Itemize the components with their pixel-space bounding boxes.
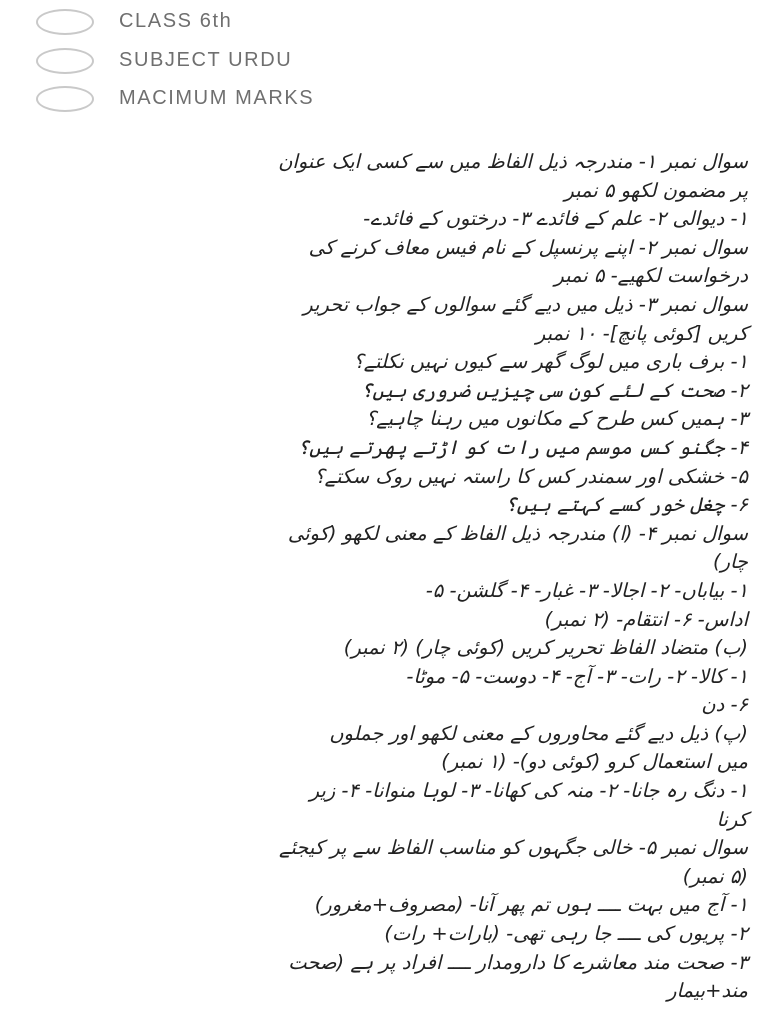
paper-line: کریں [کوئی پانچ]- ۱۰ نمبر [535,321,748,345]
class-label: CLASS 6th [119,10,233,32]
paper-line: (پ) ذیل دیے گئے محاوروں کے معنی لکھو اور جملوں [329,721,748,745]
paper-line: میں استعمال کرو (کوئی دو)- (۱ نمبر) [441,750,748,774]
paper-line: اداس- ۶- انتقام- (۲ نمبر) [544,607,748,631]
paper-line: ۲- صحت کے لئے کون سی چیزیں ضروری ہیں؟ [360,378,748,402]
max-marks-label: MACIMUM MARKS [119,87,315,109]
paper-line: ۴- جگنو کس موسم میں رات کو اڑتے پھرتے ہیں؟ [297,435,748,459]
paper-line: ۱- آج میں بہت ــــ ہوں تم پھر آنا- (مصروف+مغرور) [314,893,748,917]
paper-line: ۶- دن [701,693,748,717]
radio-circle-subject[interactable] [36,48,94,74]
subject-label: SUBJECT URDU [119,49,293,71]
paper-line: ۱- بیاباں- ۲- اجالا- ۳- غبار- ۴- گلشن- ۵- [425,578,748,602]
paper-line: ۶- چغل خور کسے کہتے ہیں؟ [505,493,748,517]
paper-line: ۱- برف باری میں لوگ گھر سے کیوں نہیں نکلتے؟ [353,350,748,374]
header-row-subject [36,46,94,76]
paper-line: مند+بیمار [667,979,748,1003]
paper-line: ۱- دنگ رہ جانا- ۲- منہ کی کھانا- ۳- لوہا منوانا- ۴- زیر [309,779,748,803]
paper-line: (۵ نمبر) [682,864,748,888]
paper-line: سوال نمبر ۲- اپنے پرنسپل کے نام فیس معاف کرنے کی [308,235,748,259]
paper-line: ۱- دیوالی ۲- علم کے فائدے ۳- درختوں کے فائدے- [363,207,748,231]
paper-line: ۱- کالا- ۲- رات- ۳- آج- ۴- دوست- ۵- موٹا- [406,664,748,688]
paper-line: ۵- خشکی اور سمندر کس کا راستہ نہیں روک سکتے؟ [314,464,748,488]
radio-circle-marks[interactable] [36,86,94,112]
header-row-marks [36,84,94,114]
radio-circle-class[interactable] [36,9,94,35]
paper-line: پر مضمون لکھو ۵ نمبر [564,178,748,202]
paper-line: (ب) متضاد الفاظ تحریر کریں (کوئی چار) (۲ نمبر) [343,636,748,660]
paper-line: درخواست لکھیے- ۵ نمبر [554,264,748,288]
paper-line: سوال نمبر ۳- ذیل میں دیے گئے سوالوں کے جواب تحریر [303,292,748,316]
paper-line: سوال نمبر ۱- مندرجہ ذیل الفاظ میں سے کسی ایک عنوان [278,150,748,173]
paper-line: ۲- پریوں کی ــــ جا رہی تھی- (بارات+ رات) [384,922,748,946]
paper-line: سوال نمبر ۴- (ا) مندرجہ ذیل الفاظ کے معنی لکھو (کوئی [287,521,748,545]
question-paper [58,148,748,1006]
paper-line: چار) [712,550,748,574]
paper-line: سوال نمبر ۵- خالی جگہوں کو مناسب الفاظ سے پر کیجئے [278,836,748,860]
paper-line: ۳- صحت مند معاشرے کا دارومدار ــــ افراد پر ہے (صحت [288,950,748,974]
paper-line: کرنا [716,807,748,831]
paper-line: ۳- ہمیں کس طرح کے مکانوں میں رہنا چاہیے؟ [365,407,748,431]
header-row-class [36,7,94,37]
